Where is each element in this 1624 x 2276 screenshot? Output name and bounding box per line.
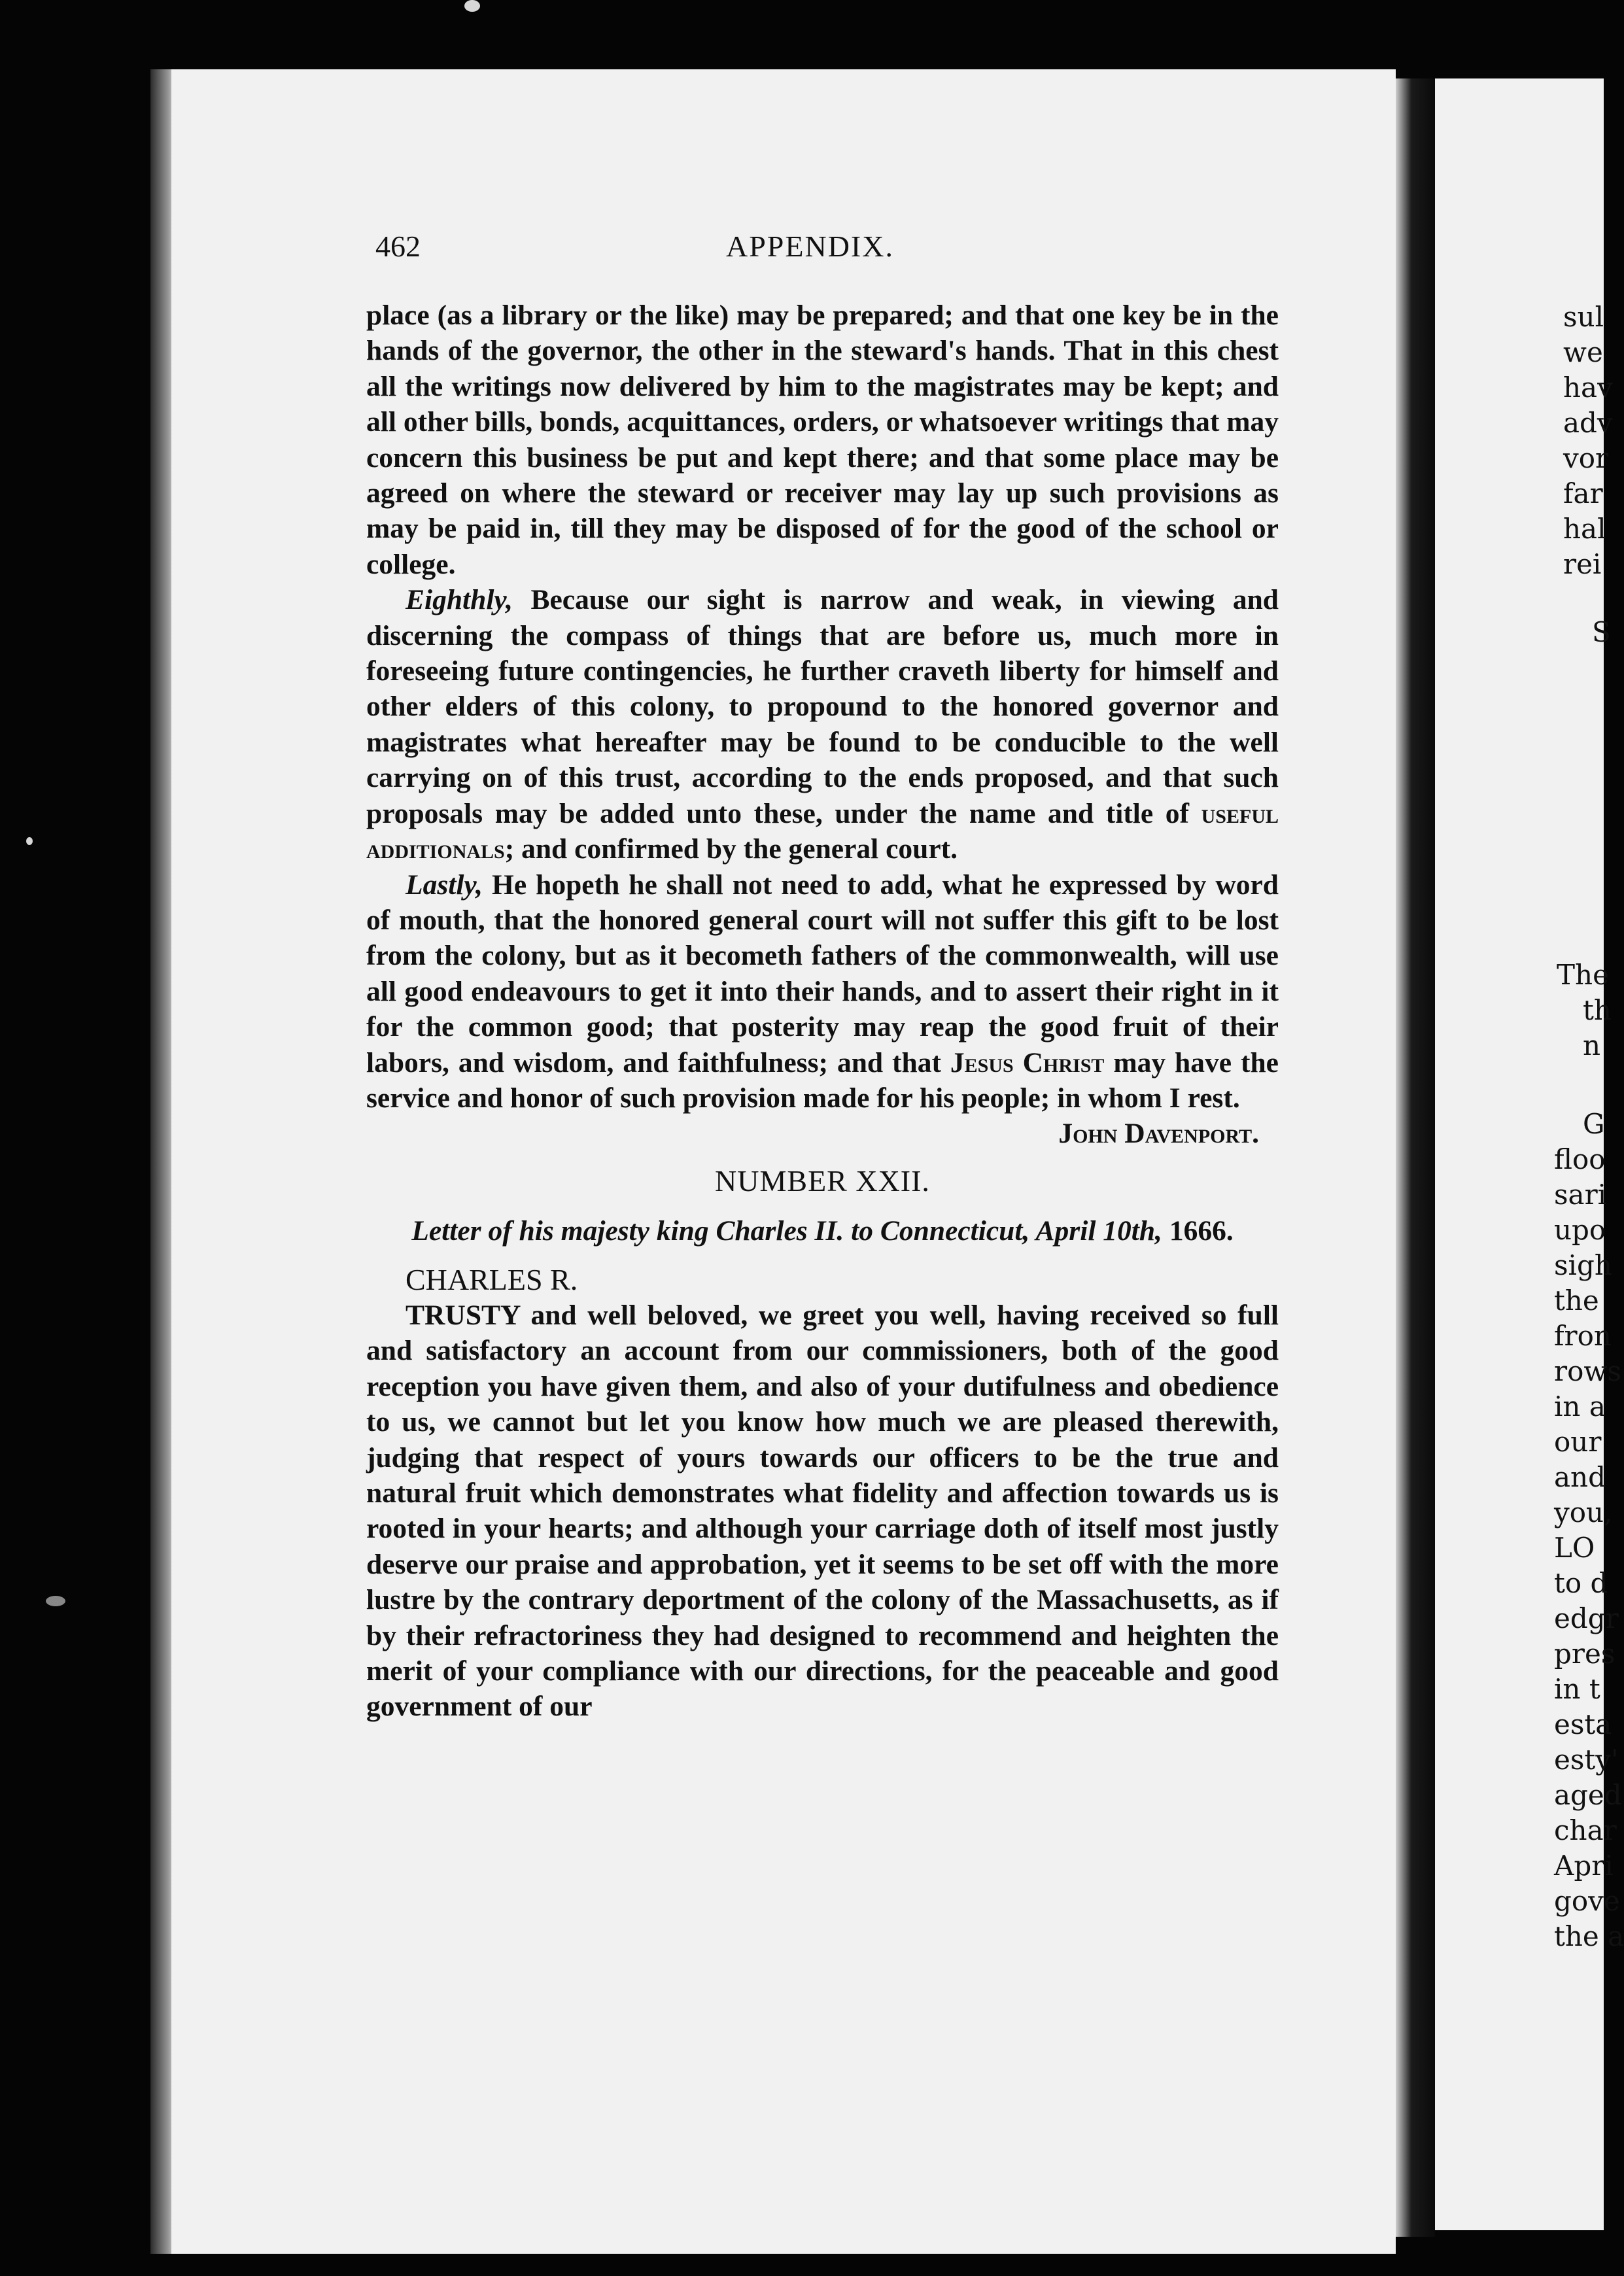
fragment: sari <box>1554 1179 1607 1211</box>
fragment: esty' <box>1554 1744 1619 1776</box>
scan-speck <box>464 0 480 12</box>
fragment: the a <box>1554 1920 1624 1952</box>
fragment: edgr <box>1554 1602 1619 1634</box>
paragraph-1: place (as a library or the like) may be prepared; and that one key be in the hands of the governor, the other in the steward's hands. That in this chest all the writings now delivered by him to the magistrates may be kept; and all other bills, bonds, acquittances, orders, or whatsoever writings that may concern this business be put and kept there; and that some place may be agreed on where the steward or receiver may lay up such provisions as may be paid in, till they may be disposed of for the good of the school or college. <box>366 300 1279 580</box>
fragment: Apri <box>1554 1850 1614 1882</box>
paragraph-3-text-a: He hopeth he shall not need to add, what he expressed by word of mouth, that the honored general court will not suffer this gift to be lost from the colony, but as it becometh fathers of the commonwealth, will use all good endeavours to get it into their hands, and to assert their right in it for the common good; that posterity may reap the good fruit of their labors, and wisdom, and faithfulness; and that <box>366 869 1279 1078</box>
paragraph-2-text-a: Because our sight is narrow and weak, in viewing and discerning the compass of things that are before us, much more in foreseeing future contingencies, he further craveth liberty for himself and other elders of this colony, to propound to the honored governor and magistrates what hereafter may be found to be conducible to the well carrying on of this trust, according to the ends proposed, and that such proposals may be added unto these, under the name and title of <box>366 584 1279 829</box>
fragment: our <box>1554 1426 1602 1458</box>
fragment: fron <box>1554 1320 1612 1352</box>
fragment: rei <box>1563 548 1602 580</box>
paragraph-2 <box>366 582 1279 867</box>
fragment: far <box>1563 477 1603 509</box>
fragment: LO <box>1554 1532 1595 1564</box>
fragment: hav <box>1563 371 1613 404</box>
fragment: gove <box>1554 1885 1620 1917</box>
fragment: rows <box>1554 1355 1621 1387</box>
fragment: char <box>1554 1814 1617 1846</box>
fragment: esta <box>1554 1708 1612 1740</box>
scan-speck <box>46 1596 65 1606</box>
fragment: upo <box>1554 1214 1606 1246</box>
paragraph-3 <box>366 867 1279 1116</box>
letter-body: TRUSTY and well beloved, we greet you well, having received so full and satisfactory an account from our commissioners, both of the good reception you have given them, and also of your dutifulness and obedience to us, we cannot but let you know how much we are pleased therewith, judging that respect of yours towards our officers to be the true and natural fruit which demonstrates what fidelity and affection towards us is rooted in your hearts; and although your carriage doth of itself most justly deserve our praise and approbation, yet it seems to be set off with the more lustre by the contrary deportment of the colony of the Massachusetts, as if by their refractoriness they had designed to recommend and heighten the merit of your compliance with our directions, for the peaceable and good government of our <box>366 1299 1279 1723</box>
fragment: in t <box>1554 1673 1600 1705</box>
jesus-christ: Jesus Christ <box>950 1046 1105 1078</box>
fragment: hal <box>1563 513 1606 545</box>
letter-title-text: Letter of his majesty king Charles II. to Connecticut, April 10th, <box>411 1215 1162 1247</box>
paragraph-3-text-b: may have the service and honor of such provision made for his people; in whom I rest. <box>366 1046 1279 1114</box>
fragment: vor <box>1563 442 1609 474</box>
useful-additionals: useful additionals <box>366 797 1279 865</box>
fragment: and <box>1554 1461 1606 1493</box>
fragment: sul <box>1563 301 1604 333</box>
paragraph-2-lead: Eighthly, <box>406 584 513 616</box>
fragment: S <box>1592 616 1611 648</box>
fragment: floo <box>1554 1143 1606 1175</box>
paragraph-2-text-b: ; and confirmed by the general court. <box>504 833 958 865</box>
fragment: adv <box>1563 407 1613 439</box>
fragment: n <box>1583 1029 1601 1061</box>
fragment: the <box>1554 1285 1599 1317</box>
number-heading: NUMBER XXII. <box>715 1164 930 1198</box>
fragment: in a <box>1554 1390 1606 1422</box>
fragment: th <box>1583 994 1612 1026</box>
fragment: we <box>1563 336 1603 368</box>
running-title: APPENDIX. <box>726 230 894 263</box>
letter-title <box>366 1213 1279 1249</box>
fragment: you, <box>1554 1496 1613 1528</box>
fragment: pres <box>1554 1638 1615 1670</box>
fragment: The <box>1557 959 1609 991</box>
paragraph-3-lead: Lastly, <box>406 869 483 901</box>
facing-page <box>1435 78 1624 2230</box>
salutation: CHARLES R. <box>406 1262 578 1296</box>
fragment: sigh <box>1554 1249 1612 1281</box>
fragment: to d <box>1554 1567 1608 1599</box>
page-number: 462 <box>375 230 421 263</box>
letter-year: 1666. <box>1162 1215 1234 1247</box>
scan-speck <box>26 837 33 845</box>
signature: John Davenport. <box>1058 1118 1259 1150</box>
book-gutter <box>1396 78 1435 2237</box>
fragment: G <box>1583 1108 1605 1140</box>
page-body <box>366 298 1279 1725</box>
fragment: aged <box>1554 1779 1622 1811</box>
